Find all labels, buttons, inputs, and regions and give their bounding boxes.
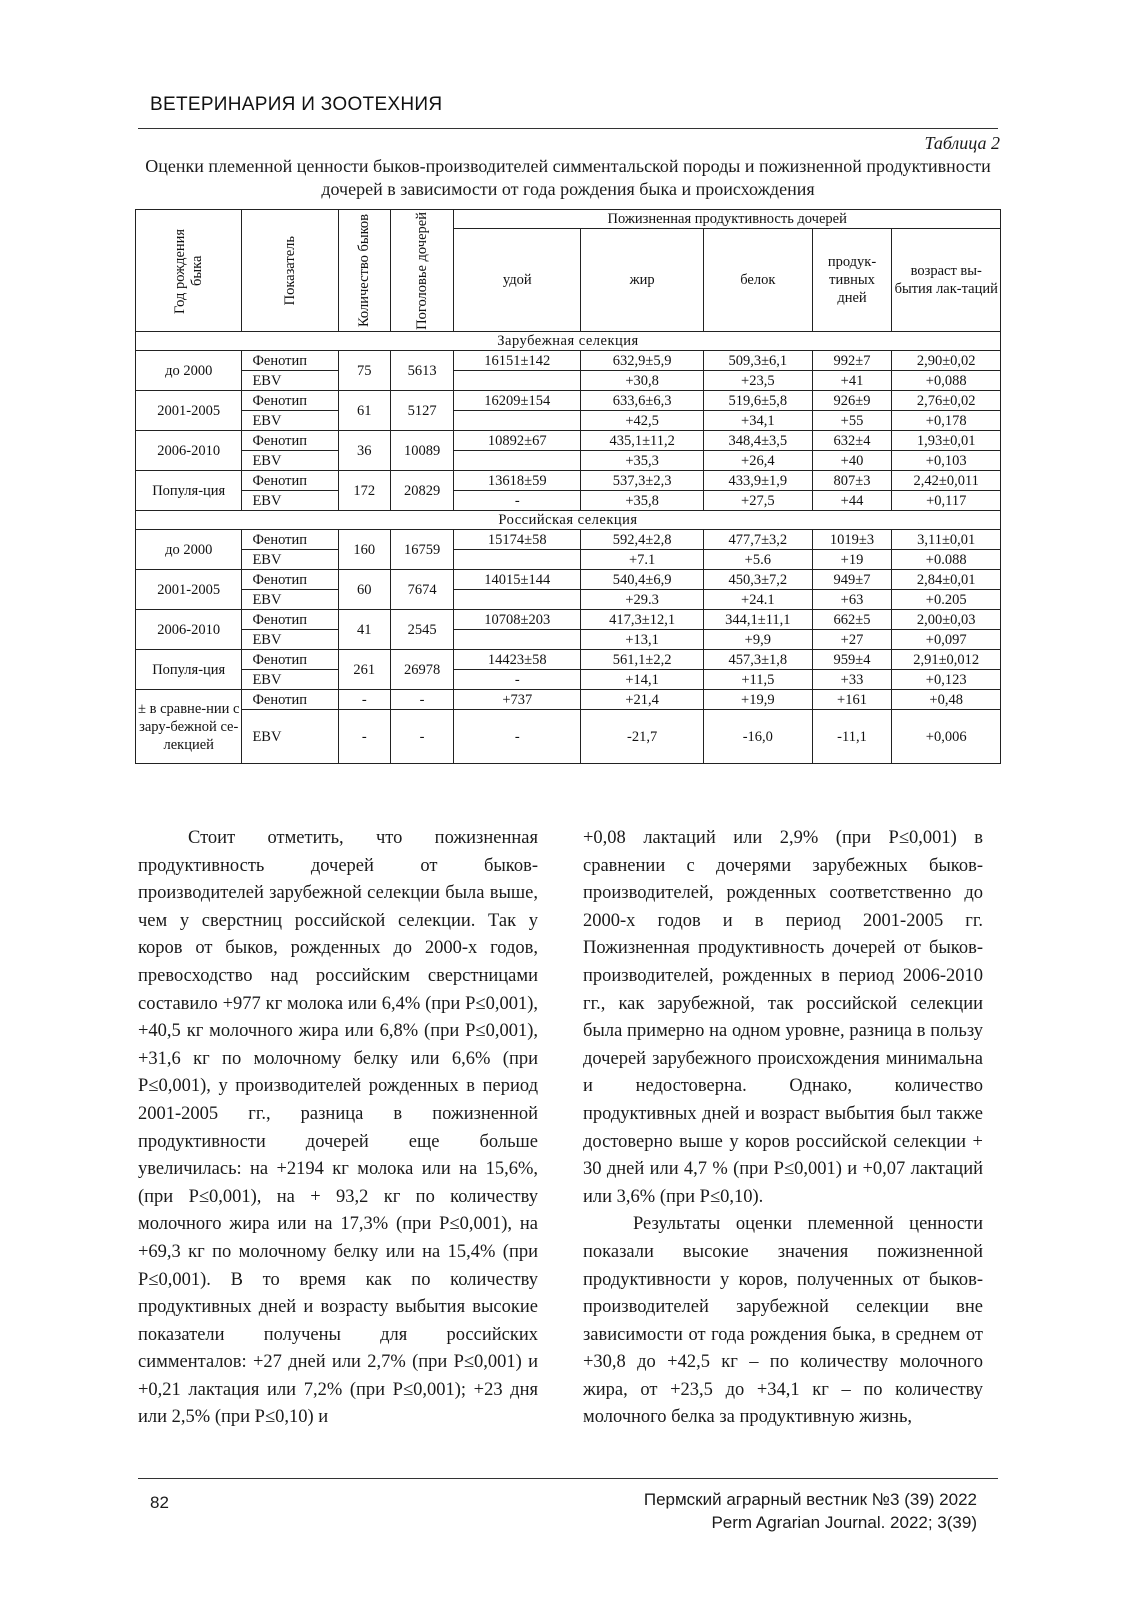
age-cell: +0,123	[892, 670, 1001, 690]
fat-cell: 540,4±6,9	[581, 570, 704, 590]
milk-cell	[454, 550, 581, 570]
days-cell: +41	[812, 371, 892, 391]
fat-cell: +30,8	[581, 371, 704, 391]
milk-cell: 13618±59	[454, 471, 581, 491]
bulls-cell: 60	[338, 570, 390, 610]
days-cell: 1019±3	[812, 530, 892, 550]
indicator-cell: Фенотип	[242, 431, 338, 451]
table-row	[136, 371, 1001, 391]
year-cell: до 2000	[136, 530, 242, 570]
protein-cell: +11,5	[704, 670, 813, 690]
indicator-cell: EBV	[242, 590, 338, 610]
journal-name-en: Perm Agrarian Journal. 2022; 3(39)	[711, 1513, 977, 1532]
bulls-cell: -	[338, 690, 390, 710]
data-table	[135, 209, 1001, 764]
milk-cell: +737	[454, 690, 581, 710]
header-bulls: Количество быков	[338, 210, 390, 332]
fat-cell: +42,5	[581, 411, 704, 431]
fat-cell: +14,1	[581, 670, 704, 690]
days-cell: -11,1	[812, 710, 892, 764]
header-age: возраст вы-бытия лак-таций	[892, 229, 1001, 332]
table-row	[136, 351, 1001, 371]
fat-cell: 592,4±2,8	[581, 530, 704, 550]
daughters-cell: 7674	[390, 570, 453, 610]
age-cell: +0.088	[892, 550, 1001, 570]
milk-cell: -	[454, 710, 581, 764]
table-row	[136, 411, 1001, 431]
running-head: ВЕТЕРИНАРИЯ И ЗООТЕХНИЯ	[150, 94, 443, 115]
indicator-cell: EBV	[242, 670, 338, 690]
milk-cell: 16151±142	[454, 351, 581, 371]
age-cell: 2,84±0,01	[892, 570, 1001, 590]
indicator-cell: EBV	[242, 550, 338, 570]
bulls-cell: 41	[338, 610, 390, 650]
fat-cell: 417,3±12,1	[581, 610, 704, 630]
section-row-foreign: Зарубежная селекция	[136, 332, 1001, 351]
days-cell: +161	[812, 690, 892, 710]
age-cell: 3,11±0,01	[892, 530, 1001, 550]
indicator-cell: Фенотип	[242, 471, 338, 491]
milk-cell: 16209±154	[454, 391, 581, 411]
body-column-left	[138, 825, 538, 1432]
header-group: Пожизненная продуктивность дочерей	[454, 210, 1001, 229]
protein-cell: -16,0	[704, 710, 813, 764]
age-cell: +0,097	[892, 630, 1001, 650]
header-days: продук-тивных дней	[812, 229, 892, 332]
header-fat: жир	[581, 229, 704, 332]
age-cell: +0,103	[892, 451, 1001, 471]
table-row	[136, 550, 1001, 570]
milk-cell	[454, 411, 581, 431]
year-cell: 2001-2005	[136, 570, 242, 610]
section-row-russian: Российская селекция	[136, 511, 1001, 530]
fat-cell: 435,1±11,2	[581, 431, 704, 451]
bulls-cell: -	[338, 710, 390, 764]
bulls-cell: 261	[338, 650, 390, 690]
indicator-cell: EBV	[242, 371, 338, 391]
daughters-cell: 10089	[390, 431, 453, 471]
year-cell: 2006-2010	[136, 610, 242, 650]
page-number: 82	[150, 1493, 169, 1512]
header-rule	[138, 128, 998, 129]
milk-cell: -	[454, 491, 581, 511]
table-title: Оценки племенной ценности быков-производителей симментальской породы и пожизненной продуктивности дочерей в зависимости от года рождения быка и происхождения	[145, 156, 991, 199]
header-daughters: Поголовье дочерей	[390, 210, 453, 332]
footer-rule	[138, 1478, 998, 1479]
paragraph: +0,08 лактаций или 2,9% (при P≤0,001) в сравнении с дочерями зарубежных быков-производителей, рожденных соответственно до 2000-х годов и в период 2001-2005 гг. Пожизненная продуктивность дочерей от быков-производителей, рожденных в период 2006-2010 гг., как зарубежной, так российской селекции была примерно на одном уровне, разница в пользу дочерей зарубежного происхождения минимальна и недостоверна. Однако, количество продуктивных дней и возраст выбытия был также достоверно выше у коров российской селекции + 30 дней или 4,7 % (при P≤0,001) и +0,07 лактаций или 3,6% (при P≤0,10).	[583, 828, 983, 1207]
days-cell: 807±3	[812, 471, 892, 491]
protein-cell: +27,5	[704, 491, 813, 511]
indicator-cell: EBV	[242, 411, 338, 431]
milk-cell: 14423±58	[454, 650, 581, 670]
protein-cell: 344,1±11,1	[704, 610, 813, 630]
age-cell: 2,90±0,02	[892, 351, 1001, 371]
fat-cell: +21,4	[581, 690, 704, 710]
milk-cell: 15174±58	[454, 530, 581, 550]
age-cell: 1,93±0,01	[892, 431, 1001, 451]
indicator-cell: EBV	[242, 630, 338, 650]
table-row	[136, 570, 1001, 590]
bulls-cell: 160	[338, 530, 390, 570]
days-cell: +19	[812, 550, 892, 570]
fat-cell: +13,1	[581, 630, 704, 650]
table-row-total	[136, 471, 1001, 491]
age-cell: 2,42±0,011	[892, 471, 1001, 491]
protein-cell: 348,4±3,5	[704, 431, 813, 451]
protein-cell: 509,3±6,1	[704, 351, 813, 371]
protein-cell: 450,3±7,2	[704, 570, 813, 590]
protein-cell: +24.1	[704, 590, 813, 610]
comparison-label: ± в сравне-нии с зару-бежной се-лекцией	[136, 690, 242, 764]
paragraph: Результаты оценки племенной ценности показали высокие значения пожизненной продуктивности у коров, полученных от быков-производителей зарубежной селекции вне зависимости от года рождения быка, в среднем от +30,8 до +42,5 кг – по количеству молочного жира, от +23,5 до +34,1 кг – по количеству молочного белка за продуктивную жизнь,	[583, 1214, 983, 1428]
fat-cell: 537,3±2,3	[581, 471, 704, 491]
protein-cell: +19,9	[704, 690, 813, 710]
table-row-total	[136, 650, 1001, 670]
milk-cell: 10708±203	[454, 610, 581, 630]
table-row-total	[136, 491, 1001, 511]
bulls-cell: 61	[338, 391, 390, 431]
header-milk: удой	[454, 229, 581, 332]
indicator-cell: Фенотип	[242, 690, 338, 710]
days-cell: +33	[812, 670, 892, 690]
protein-cell: +26,4	[704, 451, 813, 471]
days-cell: +63	[812, 590, 892, 610]
fat-cell: +35,8	[581, 491, 704, 511]
table-row	[136, 610, 1001, 630]
days-cell: 926±9	[812, 391, 892, 411]
protein-cell: +34,1	[704, 411, 813, 431]
daughters-cell: -	[390, 710, 453, 764]
comparison-row	[136, 710, 1001, 764]
fat-cell: 561,1±2,2	[581, 650, 704, 670]
daughters-cell: 5613	[390, 351, 453, 391]
daughters-cell: 20829	[390, 471, 453, 511]
age-cell: 2,76±0,02	[892, 391, 1001, 411]
fat-cell: +35,3	[581, 451, 704, 471]
indicator-cell: EBV	[242, 491, 338, 511]
days-cell: 949±7	[812, 570, 892, 590]
indicator-cell: Фенотип	[242, 650, 338, 670]
year-cell: Популя-ция	[136, 471, 242, 511]
daughters-cell: 5127	[390, 391, 453, 431]
protein-cell: 477,7±3,2	[704, 530, 813, 550]
milk-cell	[454, 371, 581, 391]
daughters-cell: -	[390, 690, 453, 710]
indicator-cell: EBV	[242, 710, 338, 764]
protein-cell: +9,9	[704, 630, 813, 650]
protein-cell: 457,3±1,8	[704, 650, 813, 670]
header-year: Год рождения быка	[136, 210, 242, 332]
year-cell: до 2000	[136, 351, 242, 391]
table-row	[136, 451, 1001, 471]
days-cell: 959±4	[812, 650, 892, 670]
milk-cell	[454, 590, 581, 610]
daughters-cell: 26978	[390, 650, 453, 690]
age-cell: +0.205	[892, 590, 1001, 610]
fat-cell: 632,9±5,9	[581, 351, 704, 371]
table-label: Таблица 2	[924, 133, 1000, 153]
milk-cell	[454, 451, 581, 471]
age-cell: +0,48	[892, 690, 1001, 710]
bulls-cell: 36	[338, 431, 390, 471]
table-row	[136, 590, 1001, 610]
age-cell: 2,00±0,03	[892, 610, 1001, 630]
days-cell: +27	[812, 630, 892, 650]
journal-name-ru: Пермский аграрный вестник №3 (39) 2022	[643, 1490, 977, 1509]
days-cell: +55	[812, 411, 892, 431]
header-indicator: Показатель	[242, 210, 338, 332]
indicator-cell: Фенотип	[242, 351, 338, 371]
fat-cell: +29.3	[581, 590, 704, 610]
age-cell: 2,91±0,012	[892, 650, 1001, 670]
table-row	[136, 431, 1001, 451]
table-row	[136, 391, 1001, 411]
protein-cell: 433,9±1,9	[704, 471, 813, 491]
year-cell: 2006-2010	[136, 431, 242, 471]
bulls-cell: 75	[338, 351, 390, 391]
daughters-cell: 2545	[390, 610, 453, 650]
age-cell: +0,178	[892, 411, 1001, 431]
days-cell: 632±4	[812, 431, 892, 451]
journal-citation	[644, 1488, 977, 1534]
days-cell: +40	[812, 451, 892, 471]
milk-cell: 14015±144	[454, 570, 581, 590]
days-cell: +44	[812, 491, 892, 511]
fat-cell: +7.1	[581, 550, 704, 570]
indicator-cell: Фенотип	[242, 610, 338, 630]
days-cell: 662±5	[812, 610, 892, 630]
milk-cell: 10892±67	[454, 431, 581, 451]
indicator-cell: Фенотип	[242, 391, 338, 411]
age-cell: +0,006	[892, 710, 1001, 764]
comparison-row	[136, 690, 1001, 710]
indicator-cell: EBV	[242, 451, 338, 471]
milk-cell: -	[454, 670, 581, 690]
paragraph: Стоит отметить, что пожизненная продуктивность дочерей от быков-производителей зарубежной селекции была выше, чем у сверстниц российской селекции. Так у коров от быков, рожденных до 2000-х годов, превосходство над российским сверстницами составило +977 кг молока или 6,4% (при P≤0,001), +40,5 кг молочного жира или 6,8% (при P≤0,001), +31,6 кг по молочному белку или 6,6% (при P≤0,001), у производителей рожденных в период 2001-2005 гг., разница в пожизненной продуктивности дочерей еще больше увеличилась: на +2194 кг молока или на 15,6%, (при P≤0,001), на + 93,2 кг по количеству молочного жира или на 17,3% (при P≤0,001), на +69,3 кг по молочному белку или на 15,4% (при P≤0,001). В то время как по количеству продуктивных дней и возрасту выбытия высокие показатели получены для российских симменталов: +27 дней или 2,7% (при P≤0,001) и +0,21 лактация или 7,2% (при P≤0,001); +23 дня или 2,5% (при P≤0,10) и	[138, 828, 538, 1428]
body-column-right	[583, 825, 983, 1432]
days-cell: 992±7	[812, 351, 892, 371]
header-protein: белок	[704, 229, 813, 332]
year-cell: 2001-2005	[136, 391, 242, 431]
header-row	[136, 210, 1001, 229]
indicator-cell: Фенотип	[242, 570, 338, 590]
fat-cell: 633,6±6,3	[581, 391, 704, 411]
year-cell: Популя-ция	[136, 650, 242, 690]
age-cell: +0,088	[892, 371, 1001, 391]
table-row	[136, 630, 1001, 650]
table-row-total	[136, 670, 1001, 690]
protein-cell: 519,6±5,8	[704, 391, 813, 411]
fat-cell: -21,7	[581, 710, 704, 764]
protein-cell: +23,5	[704, 371, 813, 391]
bulls-cell: 172	[338, 471, 390, 511]
milk-cell	[454, 630, 581, 650]
daughters-cell: 16759	[390, 530, 453, 570]
indicator-cell: Фенотип	[242, 530, 338, 550]
age-cell: +0,117	[892, 491, 1001, 511]
table-row	[136, 530, 1001, 550]
protein-cell: +5.6	[704, 550, 813, 570]
